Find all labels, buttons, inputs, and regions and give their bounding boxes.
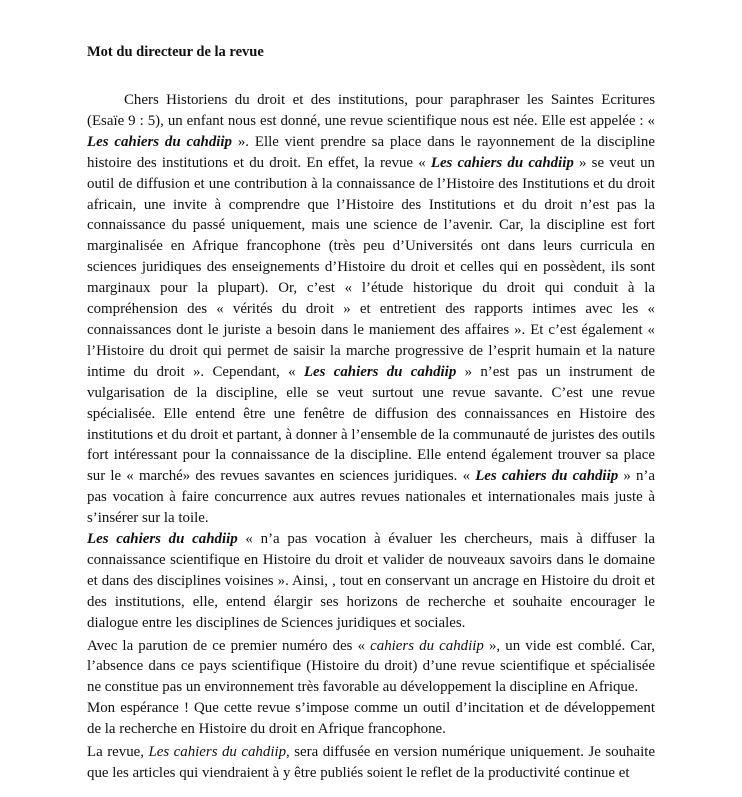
text-segment: , sera diffusée en version numérique uniquement. Je souhaite que les articles qui viendraient à y être publiés soient le reflet de la productivité continue et (87, 744, 655, 781)
text-segment: Chers Historiens du droit et des institutions, pour paraphraser les Saintes Ecritures (Esaïe 9 : 5), un enfant nous est donné, une revue scientifique nous est née. Elle est appelée : « (87, 92, 655, 129)
journal-name: Les cahiers du cahdiip (87, 531, 238, 548)
text-segment: Avec la parution de ce premier numéro des « (87, 637, 371, 654)
paragraph-first-issue (87, 636, 655, 699)
text-segment: » n’est pas un instrument de vulgarisation de la discipline, elle se veut surtout une revue savante. C’est une revue spécialisée. Elle entend être une fenêtre de diffusion des connaissances en Histoire des institutions et du droit et partant, à donner à l’ensemble de la communauté de juristes des outils fort intéressant pour la connaissance de la discipline. Elle entend également trouver sa place sur le « marché» des revues savantes en sciences juridiques. « (87, 363, 655, 485)
journal-name: Les cahiers du cahdiip (303, 363, 457, 380)
paragraph-intro (87, 90, 655, 529)
paragraph-hope (87, 698, 655, 740)
section-heading: Mot du directeur de la revue (87, 44, 264, 60)
text-segment: Mon espérance ! Que cette revue s’impose comme un outil d’incitation et de développement de la recherche en Histoire du droit en Afrique francophone. (87, 700, 655, 738)
editorial-body (87, 90, 655, 784)
text-segment: », un vide est comblé. Car, l’absence dans ce pays scientifique (Histoire du droit) d’une revue scientifique et spécialisée ne constitue pas un environnement très favorable au développement la discipline en Afrique. (87, 637, 655, 696)
journal-name-short: cahiers du cahdiip (370, 637, 484, 654)
journal-name: Les cahiers du cahdiip (430, 154, 574, 171)
paragraph-mission (87, 529, 655, 634)
text-segment: La revue, (87, 744, 149, 761)
paragraph-distribution (87, 742, 655, 784)
text-segment: » n’a pas vocation à faire concurrence aux autres revues nationales et internationales mais juste à s’insérer sur la toile. (87, 468, 655, 527)
text-segment: » se veut un outil de diffusion et une contribution à la connaissance de l’Histoire des Institutions et du droit africain, une invite à comprendre que l’Histoire des Institutions et du droit n’est pas la connaissance du passé uniquement, mais une science de l’avenir. Car, la discipline est fort marginalisée en Afrique francophone (très peu d’Universités ont dans leurs curricula en sciences juridiques des enseignements d’Histoire du droit et celles qui en possèdent, ils sont marginaux pour la plupart). Or, c’est « l’étude historique du droit qui conduit à la compréhension des « vérités du droit » et entretient des rapports intimes avec les « connaissances dont le juriste a besoin dans le maniement des affaires ». Et c’est également « l’Histoire du droit qui permet de saisir la marche progressive de l’esprit humain et la nature intime du droit ». Cependant, « (87, 154, 655, 380)
text-segment: « n’a pas vocation à évaluer les chercheurs, mais à diffuser la connaissance scientifique en Histoire du droit et valider de nouveaux savoirs dans le domaine et dans des disciplines voisines ». Ainsi, , tout en conservant un ancrage en Histoire du droit et des institutions, elle, entend élargir ses horizons de recherche et souhaite encourager le dialogue entre les disciplines de Sciences juridiques et sociales. (87, 531, 655, 631)
text-segment: ». Elle vient prendre sa place dans le rayonnement de la discipline histoire des institutions et du droit. En effet, la revue « (87, 133, 655, 171)
journal-name: Les cahiers du cahdiip (148, 744, 287, 761)
journal-name: Les cahiers du cahdiip (475, 468, 619, 485)
journal-name: Les cahiers du cahdiip (87, 133, 232, 150)
